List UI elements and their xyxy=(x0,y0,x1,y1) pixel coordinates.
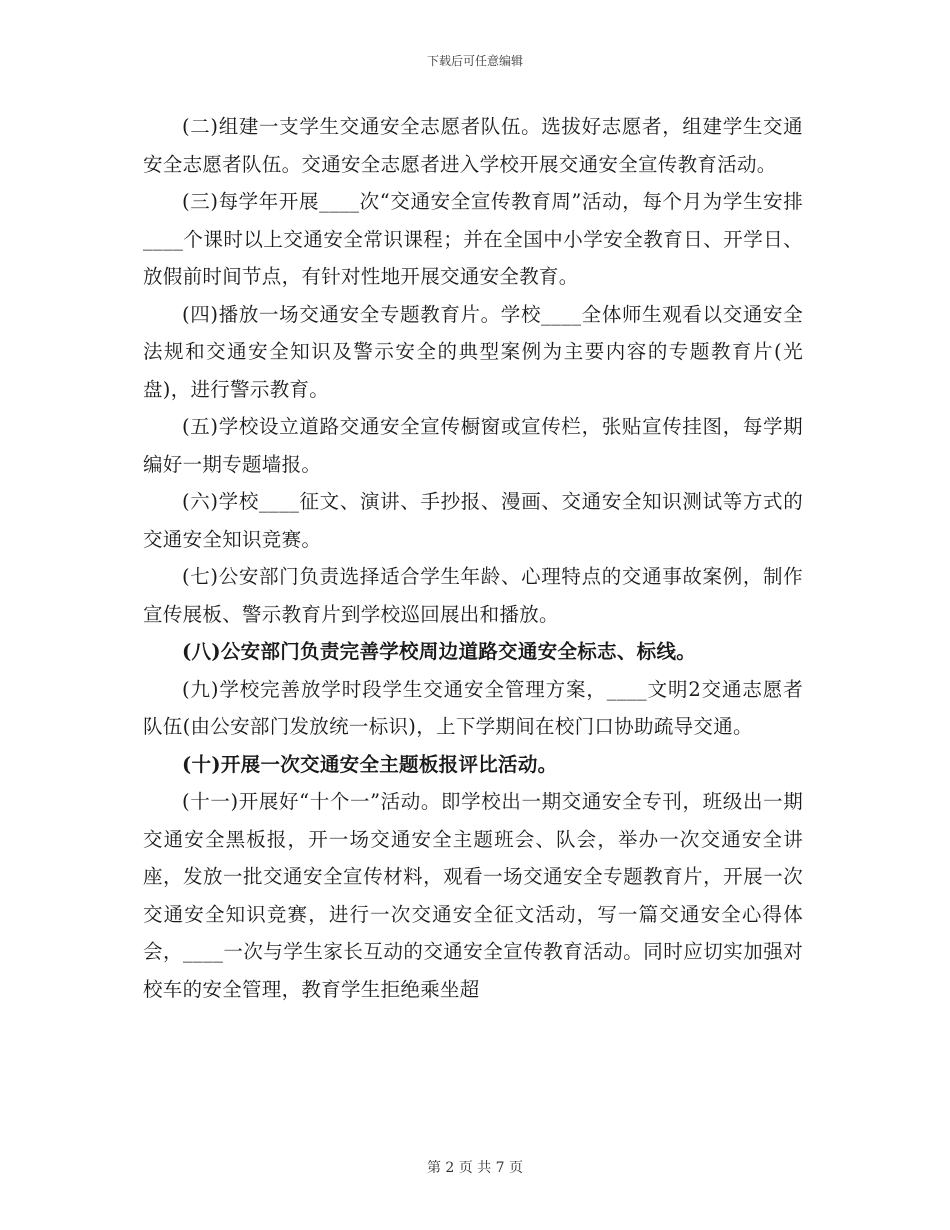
paragraph-11: (十一)开展好“十个一”活动。即学校出一期交通安全专刊，班级出一期交通安全黑板报，开一场交通安全主题班会、队会，举办一次交通安全讲座，发放一批交通安全宣传材料，观看一场交通安全专题教育片，开展一次交通安全知识竞赛，进行一次交通安全征文活动，写一篇交通安全心得体会，____一次与学生家长互动的交通安全宣传教育活动。同时应切实加强对校车的安全管理，教育学生拒绝乘坐超 xyxy=(143,790,803,1001)
paragraph-6: (六)学校____征文、演讲、手抄报、漫画、交通安全知识测试等方式的交通安全知识竞赛。 xyxy=(143,490,803,551)
page-number: 第 2 页 共 7 页 xyxy=(426,1160,524,1176)
paragraph-4: (四)播放一场交通安全专题教育片。学校____全体师生观看以交通安全法规和交通安全知识及警示安全的典型案例为主要内容的专题教育片(光盘)，进行警示教育。 xyxy=(143,302,803,401)
paragraph-3: (三)每学年开展____次“交通安全宣传教育周”活动，每个月为学生安排____个课时以上交通安全常识课程；并在全国中小学安全教育日、开学日、放假前时间节点，有针对性地开展交通安全教育。 xyxy=(143,190,803,288)
document-body xyxy=(143,108,803,1008)
paragraph-10: (十)开展一次交通安全主题板报评比活动。 xyxy=(182,752,558,776)
paragraph-7: (七)公安部门负责选择适合学生年龄、心理特点的交通事故案例，制作宣传展板、警示教育片到学校巡回展出和播放。 xyxy=(143,565,803,626)
paragraph-8: (八)公安部门负责完善学校周边道路交通安全标志、标线。 xyxy=(182,640,697,663)
paragraph-2: (二)组建一支学生交通安全志愿者队伍。选拔好志愿者，组建学生交通安全志愿者队伍。交通安全志愿者进入学校开展交通安全宣传教育活动。 xyxy=(143,115,803,176)
paragraph-9: (九)学校完善放学时段学生交通安全管理方案，____文明2交通志愿者队伍(由公安部门发放统一标识)，上下学期间在校门口协助疏导交通。 xyxy=(143,677,803,738)
page-header: 下载后可任意编辑 xyxy=(426,54,523,68)
paragraph-5: (五)学校设立道路交通安全宣传橱窗或宣传栏，张贴宣传挂图，每学期编好一期专题墙报。 xyxy=(143,415,803,476)
